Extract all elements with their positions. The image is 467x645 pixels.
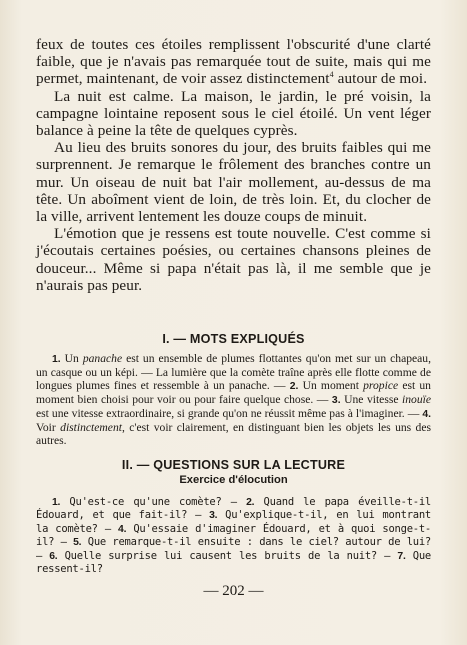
item-number: 4. (422, 409, 431, 420)
paragraph-3: Au lieu des bruits sonores du jour, des bruits faibles qui me surprennent. Je remarque le frôlement des branches contre un mur. Un oiseau de nuit bat l'air mollement, au-dessus de ma tête. Un aboîment vient de loin, de très loin. Et, du clocher de la ville, arrivent lentement les douze coups de minuit. (36, 139, 431, 226)
item-number: 2. (289, 381, 299, 392)
question-number: 5. (73, 537, 82, 549)
paragraph-4: L'émotion que je ressens est toute nouvelle. C'est comme si j'écoutais certaines poésies, ou certaines chansons pleines de douceur... Même si papa n'était pas là, il me semble que je n'aurais pas peur. (36, 225, 431, 294)
paragraph-1: feux de toutes ces étoiles remplissent l'obscurité d'une clarté faible, que je n'avais pas remarquée tout de suite, mais qui me permet, maintenant, de voir assez distinctement$^4$ autour de moi. (36, 36, 431, 88)
paragraph-2: La nuit est calme. La maison, le jardin, le pré voisin, la campagne lointaine reposent sous le ciel étoilé. Un vent léger balance à peine la tête de quelques cyprès. (36, 87, 431, 140)
questions-paragraph: 1. Qu'est-ce qu'une comète? — 2. Quand le papa éveille-t-il Édouard, et que fait-il? — 3. Qu'explique-t-il, en lui montrant la comète? — 4. Qu'essaie d'imaginer Édouard, et à quoi songe-t-il? — 5. Que remarque-t-il ensuite : dans le ciel? autour de lui? — 6. Quelle surprise lui causent les bruits de la nuit? — 7. Que ressent-il? (36, 496, 431, 576)
question-number: 7. (397, 550, 406, 562)
reading-questions (36, 496, 431, 575)
section-title-questions: II. — QUESTIONS SUR LA LECTURE (121, 458, 346, 472)
defined-term: inouïe (402, 393, 431, 406)
item-number: 1. (52, 354, 61, 365)
explanation-paragraph: 1. Un panache est un ensemble de plumes flottantes qu'on met sur un chapeau, un casque ou un képi. — La lumière que la comète traîne après elle flotte comme de longues plumes fines et ressemble à un panache. — 2. Un moment propice est un moment bien choisi pour voir ou pour faire quelque chose. — 3. Une vitesse inouïe est une vitesse extraordinaire, si grande qu'on ne réussit même pas à l'imaginer. — 4. Voir distinctement, c'est voir clairement, en distinguant bien les objets les uns des autres. (36, 352, 432, 447)
question-number: 3. (209, 510, 218, 522)
defined-term: propice (363, 379, 399, 392)
question-number: 1. (52, 497, 61, 508)
page-number: — 202 — (203, 583, 264, 599)
question-number: 6. (49, 550, 58, 562)
question-number: 2. (246, 497, 255, 508)
footnote-marker: 4 (329, 70, 334, 80)
word-explanations (36, 352, 431, 447)
section-title-mots-expliques: I. — MOTS EXPLIQUÉS (162, 332, 305, 346)
section-subtitle-elocution: Exercice d'élocution (179, 474, 288, 486)
defined-term: distinctement (60, 421, 122, 434)
defined-term: panache (82, 352, 123, 365)
reading-text (36, 36, 431, 294)
item-number: 3. (331, 395, 341, 406)
question-number: 4. (118, 523, 127, 535)
